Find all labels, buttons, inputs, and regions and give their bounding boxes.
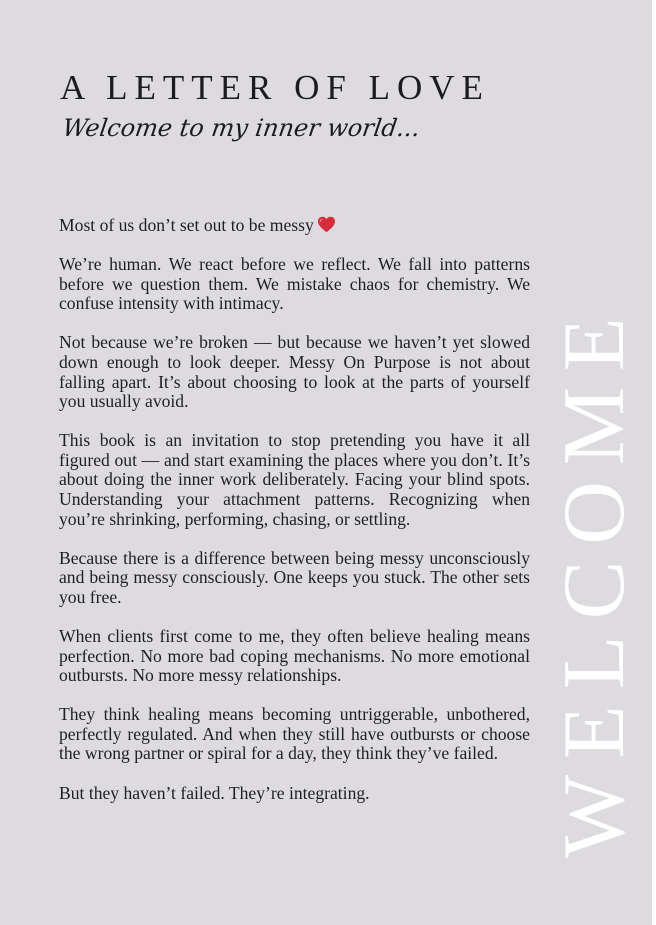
paragraph-4: This book is an invitation to stop pretending you have it all figured out — and start examining the places where you don’t. It’s about doing the inner work deliberately. Facing your blind spots. Understanding your attachment patterns. Recognizing when you’re shrinking, performing, chasing, or settling. [59,430,530,529]
paragraph-8: But they haven’t failed. They’re integrating. [59,782,370,803]
page-title: A LETTER OF LOVE [60,68,490,107]
page-edge [652,0,656,925]
paragraph-5: Because there is a difference between being messy unconsciously and being messy consciously. One keeps you stuck. The other sets you free. [59,547,530,607]
paragraph-1 [59,216,530,236]
paragraph-6: When clients first come to me, they often believe healing means perfection. No more bad coping mechanisms. No more emotional outbursts. No more messy relationships. [59,626,530,686]
paragraph-2: We’re human. We react before we reflect. We fall into patterns before we question them. We mistake chaos for chemistry. We confuse intensity with intimacy. [59,254,530,314]
letter-body [59,216,530,823]
page-subtitle: Welcome to my inner world... [60,114,422,142]
paragraph-3: Not because we’re broken — but because we haven’t yet slowed down enough to look deeper. Messy On Purpose is not about falling apart. It’s about choosing to look at the parts of yourself you usually avoid. [59,332,530,412]
paragraph-1-text: Most of us don’t set out to be messy [59,215,314,235]
heart-icon [317,216,336,233]
welcome-vertical-word: WELCOME [546,301,643,858]
paragraph-7: They think healing means becoming untriggerable, unbothered, perfectly regulated. And when they still have outbursts or choose the wrong partner or spiral for a day, they think they’ve failed. [59,704,530,764]
